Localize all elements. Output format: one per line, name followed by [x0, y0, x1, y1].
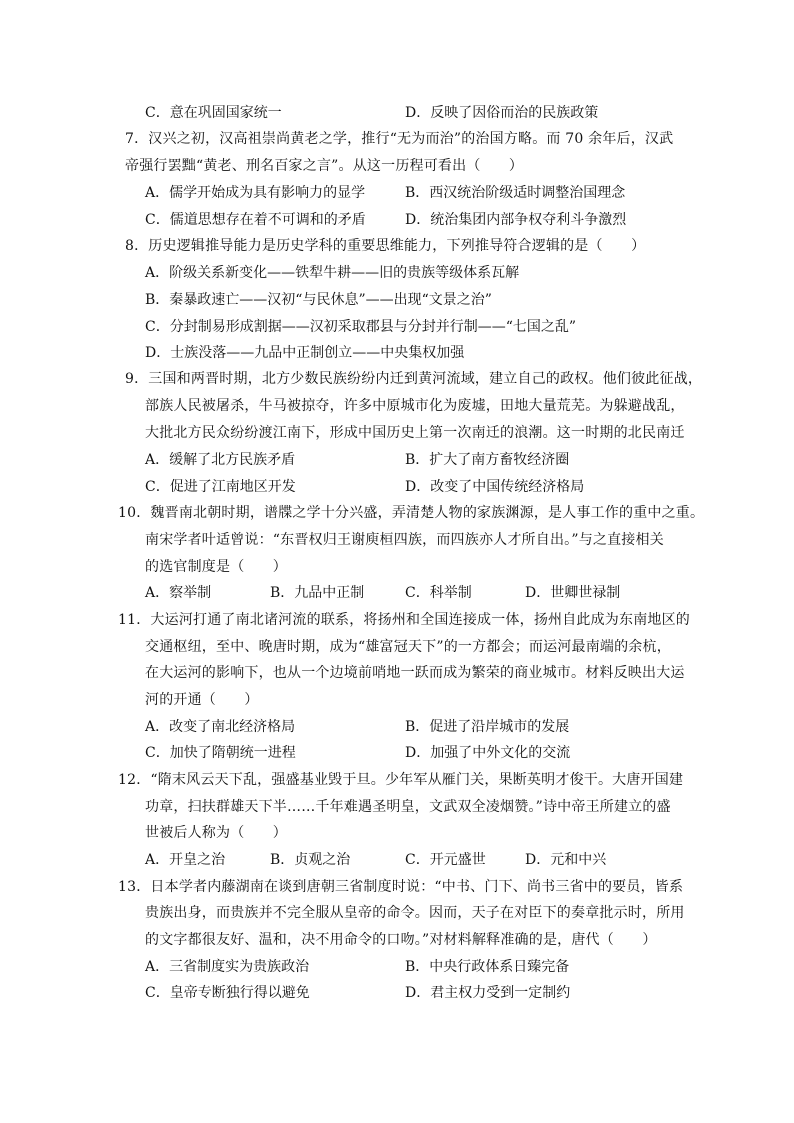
question-stem-line: 的文字都很友好、温和，决不用命令的口吻。”对材料解释准确的是，唐代（ ） — [145, 932, 657, 948]
option-c[interactable]: C．加快了隋朝统一进程 — [145, 745, 296, 761]
question-stem-line: 10．魏晋南北朝时期，谱牒之学十分兴盛，弄清楚人物的家族渊源，是人事工作的重中之重。 — [118, 505, 705, 521]
question-stem-line: 功章，扫扶群雄天下半……千年难遇圣明皇，文武双全凌烟赞。”诗中帝王所建立的盛 — [145, 799, 671, 815]
option-a[interactable]: A．缓解了北方民族矛盾 — [145, 452, 296, 468]
option-d[interactable]: D．统治集团内部争权夺利斗争激烈 — [405, 212, 627, 228]
option-d[interactable]: D．加强了中外文化的交流 — [405, 745, 571, 761]
question-stem-line: 的选官制度是（ ） — [145, 559, 287, 575]
option-d[interactable]: D．元和中兴 — [525, 852, 607, 868]
question-stem-line: 河的开通（ ） — [145, 692, 259, 708]
question-stem-line: 7．汉兴之初，汉高祖崇尚黄老之学，推行“无为而治”的治国方略。而 70 余年后，汉武 — [125, 131, 674, 147]
option-b[interactable]: B．扩大了南方畜牧经济圈 — [405, 452, 570, 468]
question-stem-line: 11．大运河打通了南北诸河流的联系，将扬州和全国连接成一体，扬州自此成为东南地区的 — [118, 612, 691, 628]
question-stem-line: 世被后人称为（ ） — [145, 825, 287, 841]
option-b[interactable]: B．贞观之治 — [270, 852, 351, 868]
option-d[interactable]: D．士族没落——九品中正制创立——中央集权加强 — [145, 345, 465, 361]
option-c[interactable]: C．意在巩固国家统一 — [145, 105, 282, 121]
option-b[interactable]: B．西汉统治阶级适时调整治国理念 — [405, 185, 626, 201]
option-c[interactable]: C．皇帝专断独行得以避免 — [145, 985, 310, 1001]
question-stem-line: 贵族出身，而贵族并不完全服从皇帝的命令。因而，天子在对臣下的奏章批示时，所用 — [145, 905, 685, 921]
option-a[interactable]: A．儒学开始成为具有影响力的显学 — [145, 185, 366, 201]
option-b[interactable]: B．九品中正制 — [270, 585, 365, 601]
option-a[interactable]: A．开皇之治 — [145, 852, 226, 868]
question-stem-line: 12．“隋末风云天下乱，强盛基业毁于旦。少年军从雁门关，果断英明才俊干。大唐开国建 — [118, 772, 684, 788]
option-b[interactable]: B．中央行政体系日臻完备 — [405, 959, 570, 975]
option-d[interactable]: D．改变了中国传统经济格局 — [405, 479, 585, 495]
option-c[interactable]: C．科举制 — [405, 585, 472, 601]
option-c[interactable]: C．开元盛世 — [405, 852, 486, 868]
question-stem-line: 部族人民被屠杀，牛马被掠夺，许多中原城市化为废墟，田地大量荒芜。为躲避战乱， — [145, 398, 685, 414]
question-stem-line: 大批北方民众纷纷渡江南下，形成中国历史上第一次南迁的浪潮。这一时期的北民南迁 — [145, 425, 685, 441]
question-stem-line: 帝强行罢黜“黄老、刑名百家之言”。从这一历程可看出（ ） — [125, 158, 524, 174]
option-c[interactable]: C．促进了江南地区开发 — [145, 479, 296, 495]
question-stem-line: 13．日本学者内藤湖南在谈到唐朝三省制度时说：“中书、门下、尚书三省中的要员，皆系 — [118, 879, 684, 895]
option-a[interactable]: A．阶级关系新变化——铁犁牛耕——旧的贵族等级体系瓦解 — [145, 265, 520, 281]
option-b[interactable]: B．促进了沿岸城市的发展 — [405, 719, 570, 735]
option-d[interactable]: D．世卿世禄制 — [525, 585, 621, 601]
question-stem-line: 9．三国和两晋时期，北方少数民族纷纷内迁到黄河流域，建立自己的政权。他们彼此征战， — [125, 371, 703, 387]
question-stem-line: 在大运河的影响下，也从一个边境前哨地一跃而成为繁荣的商业城市。材料反映出大运 — [145, 665, 685, 681]
option-a[interactable]: A．三省制度实为贵族政治 — [145, 959, 310, 975]
option-c[interactable]: C．分封制易形成割据——汉初采取郡县与分封并行制——“七国之乱” — [145, 319, 577, 335]
option-d[interactable]: D．君主权力受到一定制约 — [405, 985, 571, 1001]
question-stem-line: 交通枢纽，至中、晚唐时期，成为“雄富冠天下”的一方都会；而运河最南端的余杭， — [145, 639, 671, 655]
option-c[interactable]: C．儒道思想存在着不可调和的矛盾 — [145, 212, 366, 228]
option-d[interactable]: D．反映了因俗而治的民族政策 — [405, 105, 599, 121]
question-stem-line: 8．历史逻辑推导能力是历史学科的重要思维能力，下列推导符合逻辑的是（ ） — [125, 238, 646, 254]
question-stem-line: 南宋学者叶适曾说：“东晋权归王谢庾桓四族，而四族亦人才所自出。”与之直接相关 — [145, 532, 664, 548]
option-a[interactable]: A．察举制 — [145, 585, 212, 601]
option-a[interactable]: A．改变了南北经济格局 — [145, 719, 296, 735]
option-b[interactable]: B．秦暴政速亡——汉初“与民休息”——出现“文景之治” — [145, 292, 492, 308]
